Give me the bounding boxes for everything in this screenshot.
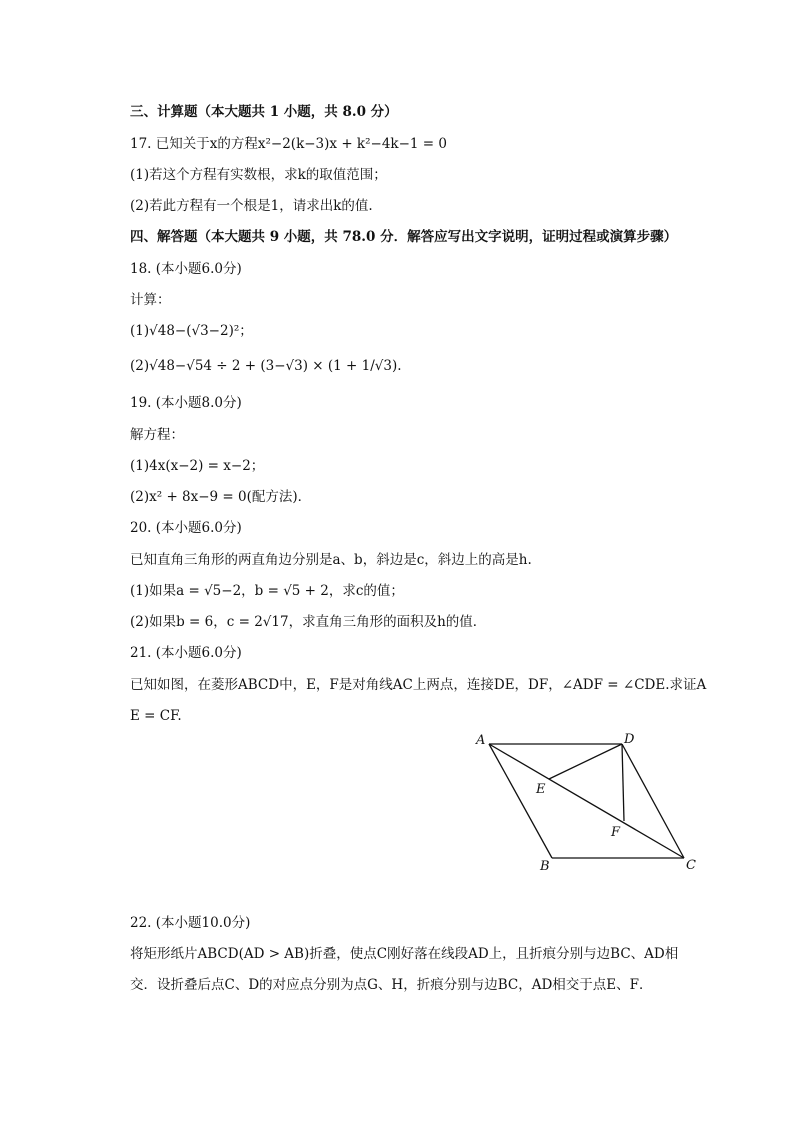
label-c: C [686, 858, 696, 873]
section-4-heading: 四、解答题（本大题共 9 小题，共 78.0 分．解答应写出文字说明，证明过程或演算步骤） [130, 229, 678, 245]
q20-part1: (1)如果a = √5−2，b = √5 + 2，求c的值； [130, 583, 404, 599]
label-b: B [540, 859, 550, 874]
q20-head: 20. (本小题6.0分) [130, 520, 242, 536]
q17-stem: 17. 已知关于x的方程x²−2(k−3)x + k²−4k−1 = 0 [130, 136, 447, 152]
side-ba [489, 744, 552, 858]
q19-part2: (2)x² + 8x−9 = 0(配方法)． [130, 489, 312, 505]
side-dc [622, 744, 684, 858]
q20-part2: (2)如果b = 6，c = 2√17，求直角三角形的面积及h的值． [130, 614, 487, 630]
label-d: D [624, 732, 635, 747]
section-3-heading: 三、计算题（本大题共 1 小题，共 8.0 分） [130, 104, 398, 120]
q18-part1: (1)√48−(√3−2)²； [130, 323, 253, 339]
q22-head: 22. (本小题10.0分) [130, 915, 251, 931]
q21-text-line2: E = CF. [130, 708, 182, 724]
segment-df [622, 744, 624, 821]
q18-intro: 计算： [130, 292, 171, 308]
label-a: A [476, 733, 486, 748]
label-f: F [611, 825, 621, 840]
q18-head: 18. (本小题6.0分) [130, 261, 242, 277]
q17-part2: (2)若此方程有一个根是1，请求出k的值. [130, 198, 373, 214]
q17-part1: (1)若这个方程有实数根，求k的取值范围； [130, 167, 387, 183]
q21-head: 21. (本小题6.0分) [130, 645, 242, 661]
q22-text-line2: 交．设折叠后点C、D的对应点分别为点G、H，折痕分别与边BC，AD相交于点E、F． [130, 977, 653, 993]
q19-head: 19. (本小题8.0分) [130, 395, 242, 411]
q22-text-line1: 将矩形纸片ABCD(AD > AB)折叠，使点C刚好落在线段AD上，且折痕分别与边BC、AD相 [130, 946, 679, 962]
q21-text-line1: 已知如图，在菱形ABCD中，E，F是对角线AC上两点，连接DE，DF，∠ADF = ∠CDE.求证A [130, 677, 707, 693]
q19-part1: (1)4x(x−2) = x−2； [130, 458, 265, 474]
segment-de [549, 744, 622, 779]
q20-intro: 已知直角三角形的两直角边分别是a、b，斜边是c，斜边上的高是h. [130, 552, 532, 568]
q18-part2: (2)√48−√54 ÷ 2 + (3−√3) × (1 + 1/√3). [130, 358, 402, 374]
q19-intro: 解方程： [130, 427, 184, 443]
label-e: E [536, 782, 546, 797]
